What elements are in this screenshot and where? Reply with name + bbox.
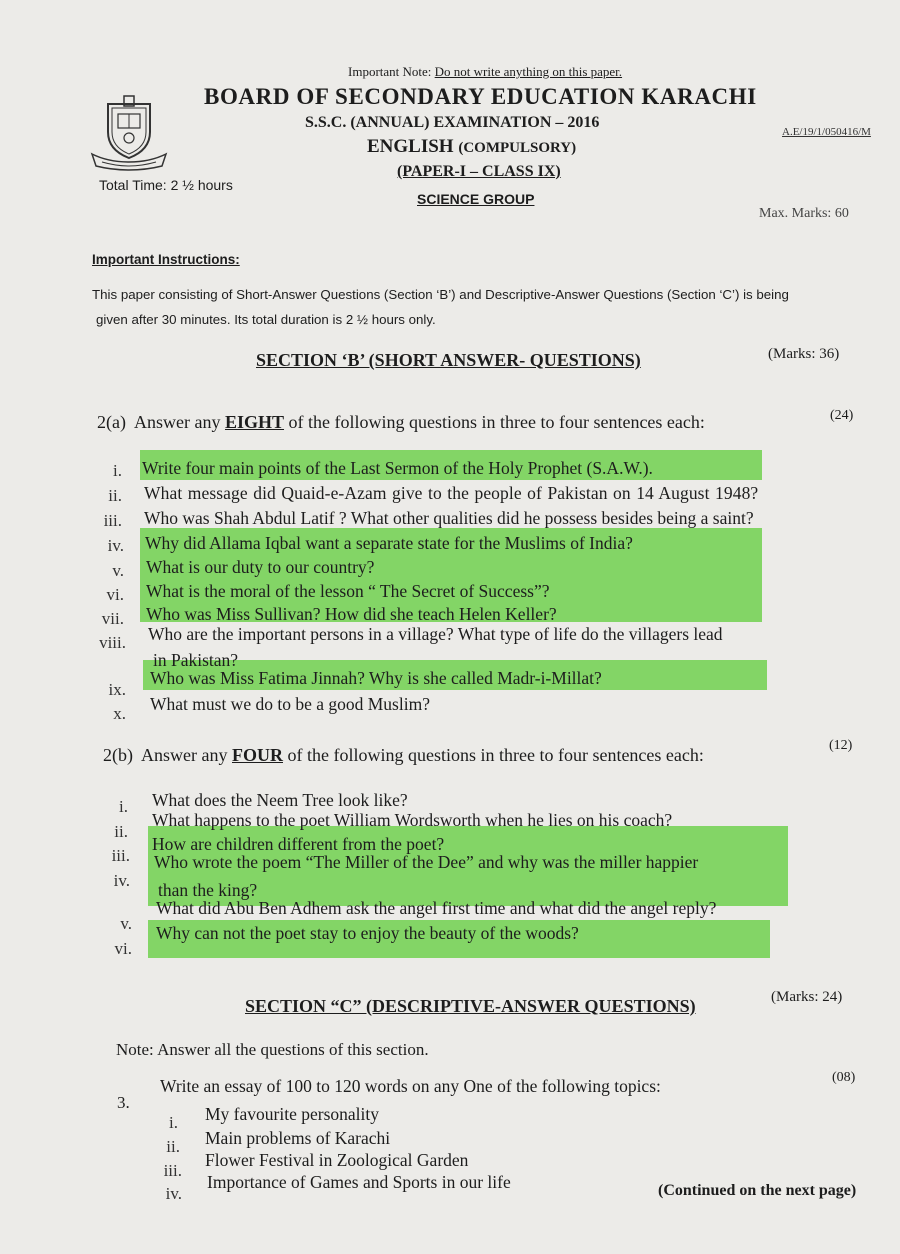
- q2b-iii-number: iii.: [111, 846, 130, 865]
- q2a-ii-number: ii.: [108, 486, 122, 505]
- q2a-v-text: What is our duty to our country?: [146, 557, 375, 577]
- q2b-v-text: What did Abu Ben Adhem ask the angel first time and what did the angel reply?: [156, 898, 717, 918]
- instructions-line-1: This paper consisting of Short-Answer Questions (Section ‘B’) and Descriptive-Answer Questions (Section ‘C’) is being: [92, 287, 789, 302]
- q2a-viii-number: viii.: [99, 633, 126, 652]
- q2a-vii-number: vii.: [101, 609, 124, 628]
- q2b-vi-number: vi.: [114, 939, 132, 958]
- q2a-iv-text: Why did Allama Iqbal want a separate state for the Muslims of India?: [145, 533, 633, 553]
- q2b-ii-text: What happens to the poet William Wordsworth when he lies on his coach?: [152, 810, 673, 830]
- q2a-vii-text: Who was Miss Sullivan? How did she teach Helen Keller?: [146, 604, 557, 624]
- paper-title: (PAPER-I – CLASS IX): [397, 163, 561, 180]
- q2a-iii-text: Who was Shah Abdul Latif ? What other qualities did he possess besides being a saint?: [144, 508, 754, 528]
- question-2b-heading: 2(b) Answer any FOUR of the following questions in three to four sentences each:: [103, 745, 704, 765]
- q3-iv-number: iv.: [165, 1184, 182, 1203]
- board-crest-logo: [88, 92, 170, 174]
- continued-note: (Continued on the next page): [658, 1182, 857, 1199]
- group-title: SCIENCE GROUP: [417, 191, 535, 207]
- exam-title: S.S.C. (ANNUAL) EXAMINATION – 2016: [305, 114, 600, 131]
- q2b-vi-text: Why can not the poet stay to enjoy the beauty of the woods?: [156, 923, 579, 943]
- q2a-ii-text: What message did Quaid-e-Azam give to the people of Pakistan on 14 August 1948?: [144, 483, 759, 503]
- q2a-ix-text: Who was Miss Fatima Jinnah? Why is she called Madr-i-Millat?: [150, 668, 602, 688]
- q3-i-text: My favourite personality: [205, 1104, 379, 1124]
- question-2a-heading: 2(a) Answer any EIGHT of the following questions in three to four sentences each:: [97, 412, 705, 432]
- q2b-i-number: i.: [119, 797, 128, 816]
- q2a-i-text: Write four main points of the Last Sermon of the Holy Prophet (S.A.W.).: [142, 458, 653, 478]
- question-3-number: 3.: [117, 1093, 130, 1112]
- q2b-iv-text-cont: than the king?: [158, 880, 258, 900]
- q2a-viii-text: Who are the important persons in a village? What type of life do the villagers lead: [148, 624, 723, 644]
- section-c-title: SECTION “C” (DESCRIPTIVE-ANSWER QUESTIONS): [245, 996, 696, 1016]
- instructions-line-2: given after 30 minutes. Its total duration is 2 ½ hours only.: [96, 312, 436, 327]
- section-b-marks: (Marks: 36): [768, 346, 840, 362]
- question-2a-marks: (24): [830, 408, 854, 423]
- q2a-viii-text-cont: in Pakistan?: [153, 650, 239, 670]
- section-c-note: Note: Answer all the questions of this section.: [116, 1040, 429, 1059]
- q2b-iv-number: iv.: [113, 871, 130, 890]
- important-note: Important Note: Do not write anything on this paper.: [348, 64, 623, 79]
- q3-i-number: i.: [169, 1113, 178, 1132]
- q2a-i-number: i.: [113, 461, 122, 480]
- question-3-text: Write an essay of 100 to 120 words on any One of the following topics:: [160, 1076, 661, 1096]
- q2a-vi-text: What is the moral of the lesson “ The Secret of Success”?: [146, 581, 550, 601]
- q2a-iv-number: iv.: [107, 536, 124, 555]
- q3-iii-text: Flower Festival in Zoological Garden: [205, 1150, 469, 1170]
- subject-title: ENGLISH (COMPULSORY): [367, 136, 577, 157]
- question-2b-marks: (12): [829, 738, 853, 753]
- q2a-iii-number: iii.: [103, 511, 122, 530]
- total-time: Total Time: 2 ½ hours: [99, 177, 233, 193]
- question-3-marks: (08): [832, 1070, 856, 1085]
- q3-ii-number: ii.: [166, 1137, 180, 1156]
- q3-iii-number: iii.: [163, 1161, 182, 1180]
- section-c-marks: (Marks: 24): [771, 989, 843, 1005]
- paper-code: A.E/19/1/050416/M: [782, 126, 871, 138]
- q2b-iv-text: Who wrote the poem “The Miller of the Dee” and why was the miller happier: [154, 852, 699, 872]
- q2b-iii-text: How are children different from the poet?: [152, 834, 445, 854]
- q3-iv-text: Importance of Games and Sports in our life: [207, 1172, 511, 1192]
- q2a-x-text: What must we do to be a good Muslim?: [150, 694, 430, 714]
- board-title: BOARD OF SECONDARY EDUCATION KARACHI: [204, 84, 757, 109]
- section-b-title: SECTION ‘B’ (SHORT ANSWER- QUESTIONS): [256, 350, 641, 370]
- q2b-ii-number: ii.: [114, 822, 128, 841]
- q2a-v-number: v.: [112, 561, 124, 580]
- q2a-x-number: x.: [113, 704, 126, 723]
- q2a-vi-number: vi.: [106, 585, 124, 604]
- q3-ii-text: Main problems of Karachi: [205, 1128, 391, 1148]
- q2b-v-number: v.: [120, 914, 132, 933]
- instructions-title: Important Instructions:: [92, 252, 240, 267]
- q2b-i-text: What does the Neem Tree look like?: [152, 790, 408, 810]
- max-marks: Max. Marks: 60: [759, 206, 849, 221]
- q2a-ix-number: ix.: [108, 680, 126, 699]
